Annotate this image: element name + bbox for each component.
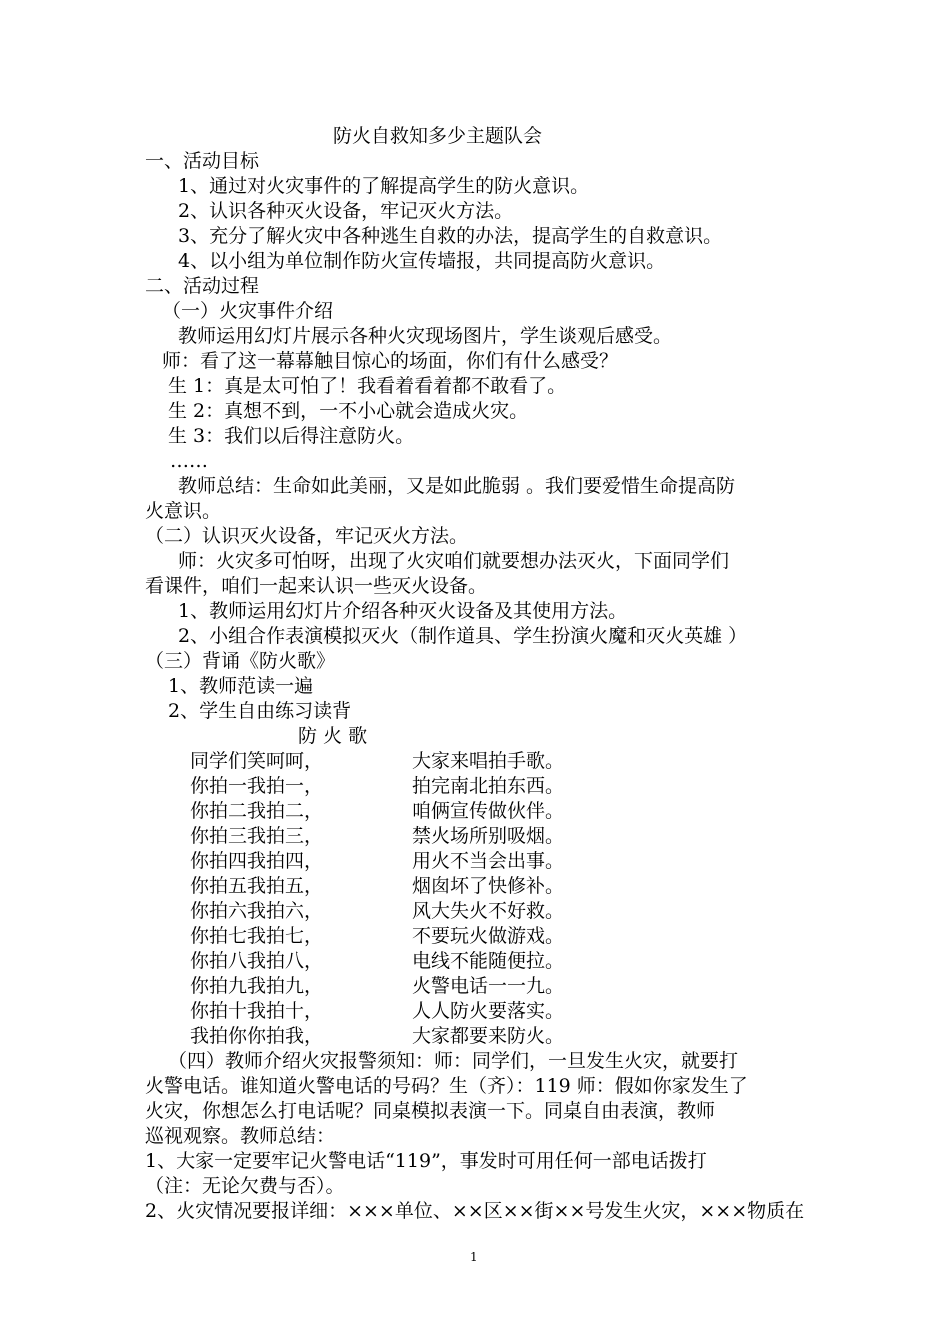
poem-line-left: 你拍八我拍八， — [190, 950, 324, 972]
text-line: （注：无论欠费与否）。 — [145, 1175, 345, 1197]
poem-line-right: 大家来唱拍手歌。 — [412, 750, 565, 772]
text-line: 1、教师运用幻灯片介绍各种灭火设备及其使用方法。 — [178, 600, 628, 622]
poem-line-left: 你拍四我拍四， — [190, 850, 324, 872]
text-line: 2、火灾情况要报详细：×××单位、××区××街××号发生火灾，×××物质在 — [145, 1200, 805, 1222]
poem-line-left: 你拍五我拍五， — [190, 875, 324, 897]
text-line: 1、大家一定要牢记火警电话“119”，事发时可用任何一部电话拨打 — [145, 1150, 707, 1172]
text-line: 2、认识各种灭火设备，牢记灭火方法。 — [178, 200, 514, 222]
poem-line-left: 你拍十我拍十， — [190, 1000, 324, 1022]
text-line: 3、充分了解火灾中各种逃生自救的办法，提高学生的自救意识。 — [178, 225, 723, 247]
poem-line-right: 电线不能随便拉。 — [412, 950, 565, 972]
dialogue-line: 生 1：真是太可怕了！我看着看着都不敢看了。 — [168, 375, 567, 397]
poem-title: 防 火 歌 — [298, 725, 368, 747]
poem-line-left: 你拍六我拍六， — [190, 900, 324, 922]
text-line: 2、学生自由练习读背 — [168, 700, 352, 722]
text-line: 师：火灾多可怕呀，出现了火灾咱们就要想办法灭火，下面同学们 — [178, 550, 730, 572]
poem-line-left: 我拍你你拍我， — [190, 1025, 324, 1047]
text-line: 看课件，咱们一起来认识一些灭火设备。 — [145, 575, 488, 597]
ellipsis-line: …… — [170, 450, 208, 472]
subsection-heading: （一）火灾事件介绍 — [162, 300, 334, 322]
text-line: （四）教师介绍火灾报警须知：师：同学们，一旦发生火灾，就要打 — [168, 1050, 739, 1072]
poem-line-right: 风大失火不好救。 — [412, 900, 565, 922]
text-line: 火警电话。谁知道火警电话的号码？生（齐）：119 师：假如你家发生了 — [145, 1075, 748, 1097]
poem-line-right: 大家都要来防火。 — [412, 1025, 565, 1047]
poem-line-left: 你拍一我拍一， — [190, 775, 324, 797]
poem-line-left: 你拍二我拍二， — [190, 800, 324, 822]
poem-line-left: 同学们笑呵呵， — [190, 750, 324, 772]
poem-line-right: 拍完南北拍东西。 — [412, 775, 565, 797]
section-heading: 二、活动过程 — [145, 275, 260, 297]
text-line: 教师运用幻灯片展示各种火灾现场图片，学生谈观后感受。 — [178, 325, 673, 347]
text-line: 火意识。 — [145, 500, 222, 522]
text-line: 1、通过对火灾事件的了解提高学生的防火意识。 — [178, 175, 590, 197]
text-line: 教师总结：生命如此美丽，又是如此脆弱 。我们要爱惜生命提高防 — [178, 475, 736, 497]
subsection-heading: （三）背诵《防火歌》 — [145, 650, 336, 672]
poem-line-left: 你拍九我拍九， — [190, 975, 324, 997]
poem-line-right: 咱俩宣传做伙伴。 — [412, 800, 565, 822]
poem-line-right: 人人防火要落实。 — [412, 1000, 565, 1022]
page-number: 1 — [470, 1250, 478, 1264]
text-line: 巡视观察。教师总结： — [145, 1125, 336, 1147]
poem-line-left: 你拍七我拍七， — [190, 925, 324, 947]
dialogue-line: 生 2：真想不到，一不小心就会造成火灾。 — [168, 400, 529, 422]
poem-line-right: 烟囱坏了快修补。 — [412, 875, 565, 897]
poem-line-right: 禁火场所别吸烟。 — [412, 825, 565, 847]
text-line: 4、以小组为单位制作防火宣传墙报，共同提高防火意识。 — [178, 250, 666, 272]
poem-line-right: 用火不当会出事。 — [412, 850, 565, 872]
poem-line-right: 火警电话一一九。 — [412, 975, 565, 997]
section-heading: 一、活动目标 — [145, 150, 260, 172]
poem-line-right: 不要玩火做游戏。 — [412, 925, 565, 947]
text-line: 2、小组合作表演模拟灭火（制作道具、学生扮演火魔和灭火英雄 ） — [178, 625, 748, 647]
text-line: 1、教师范读一遍 — [168, 675, 314, 697]
document-title: 防火自救知多少主题队会 — [333, 125, 543, 147]
subsection-heading: （二）认识灭火设备，牢记灭火方法。 — [145, 525, 469, 547]
text-line: 火灾，你想怎么打电话呢？同桌模拟表演一下。同桌自由表演，教师 — [145, 1100, 716, 1122]
poem-line-left: 你拍三我拍三， — [190, 825, 324, 847]
dialogue-line: 生 3：我们以后得注意防火。 — [168, 425, 415, 447]
dialogue-line: 师：看了这一幕幕触目惊心的场面，你们有什么感受？ — [162, 350, 619, 372]
